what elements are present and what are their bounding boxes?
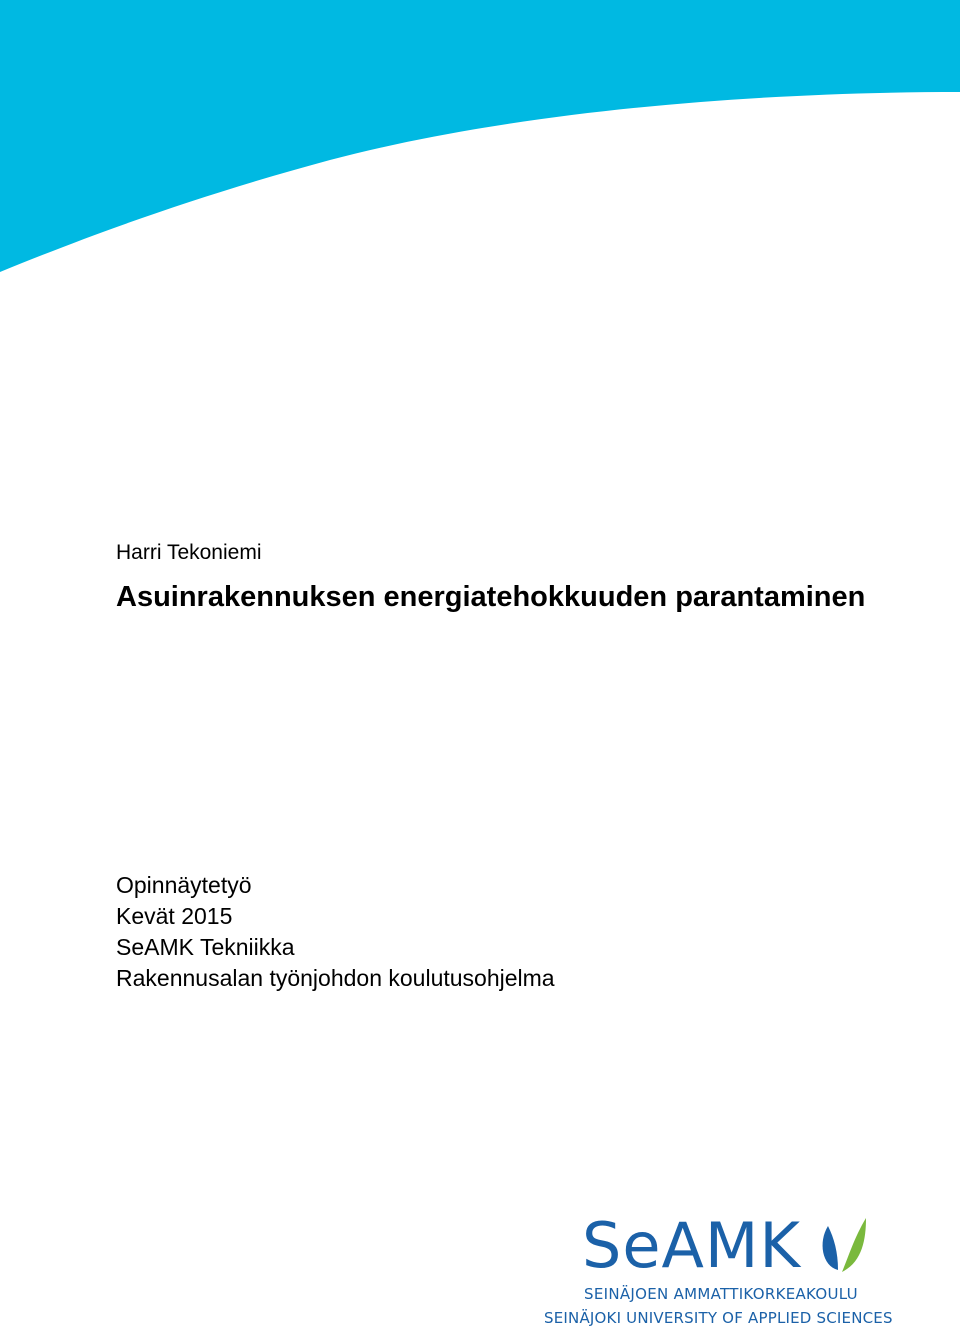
thesis-unit: SeAMK Tekniikka: [116, 934, 295, 960]
leaf-blue-shape: [823, 1226, 838, 1270]
seamk-logo: [540, 1209, 910, 1327]
logo-name-english: SEINÄJOKI UNIVERSITY OF APPLIED SCIENCES: [544, 1309, 893, 1327]
thesis-programme: Rakennusalan työnjohdon koulutusohjelma: [116, 965, 555, 991]
header-wave-banner: [0, 0, 960, 280]
thesis-date: Kevät 2015: [116, 903, 233, 929]
thesis-title: Asuinrakennuksen energiatehokkuuden parantaminen: [116, 581, 866, 613]
author-name: Harri Tekoniemi: [116, 541, 262, 564]
leaf-logo-icon: [818, 1218, 866, 1272]
logo-wordmark: SeAMK: [582, 1209, 802, 1282]
wave-shape: [0, 0, 960, 272]
leaf-green-shape: [842, 1218, 866, 1272]
thesis-details: [116, 870, 555, 994]
thesis-type: Opinnäytetyö: [116, 872, 252, 898]
logo-name-finnish: SEINÄJOEN AMMATTIKORKEAKOULU: [584, 1285, 858, 1303]
